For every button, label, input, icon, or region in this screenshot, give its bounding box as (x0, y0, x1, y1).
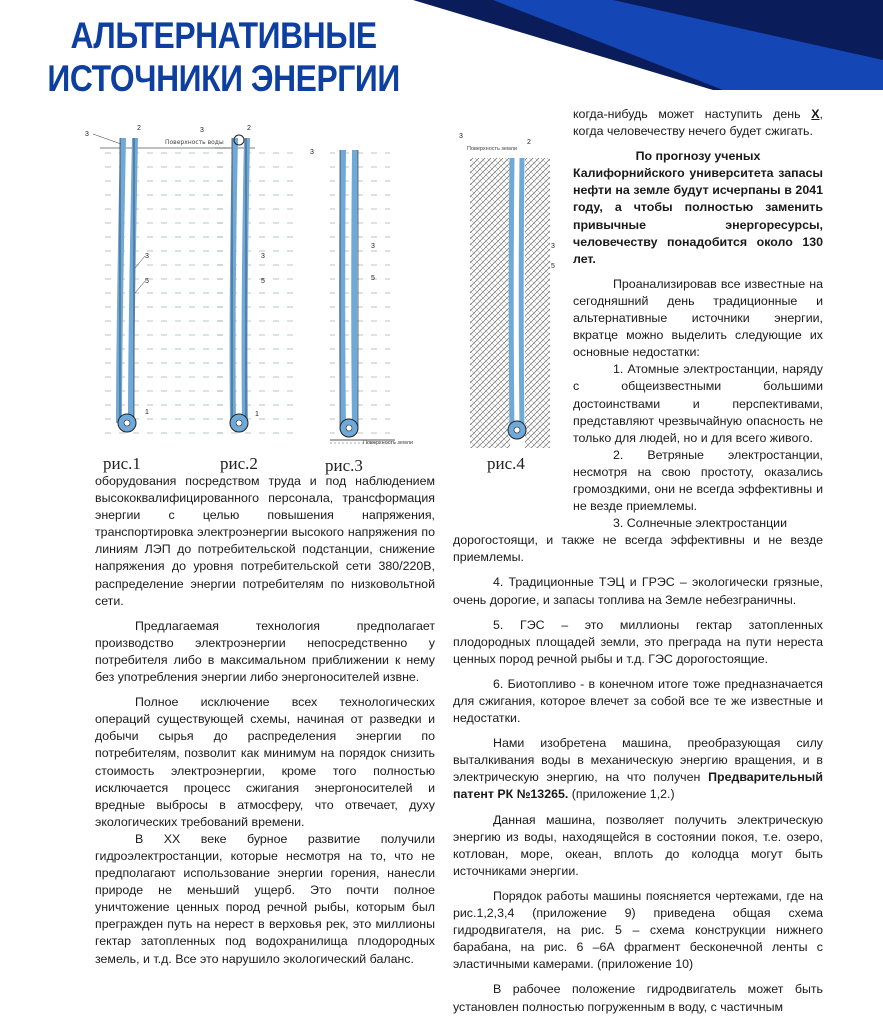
patent-text: Предварительный патент РК №13265. (453, 770, 823, 802)
figure-1 (85, 125, 230, 440)
fig2-num-3b: 3 (261, 253, 265, 260)
fig4-num-2: 2 (527, 139, 531, 146)
caption-fig2: рис.2 (220, 454, 258, 473)
fig3-num-5: 5 (371, 275, 375, 282)
fig4-num-3b: 3 (551, 243, 555, 250)
right-column (453, 106, 823, 1016)
working-position-paragraph: В рабочее положение гидродвигатель может быть установлен полностью погруженным в воду, с частичным (453, 982, 823, 1014)
figure-3 (310, 149, 413, 446)
ground-label-3: Поверхность земли (363, 440, 414, 446)
patent-appendix: (приложение 1,2.) (568, 787, 675, 802)
day-x-letter: Х (811, 107, 820, 121)
fig4-num-5: 5 (551, 263, 555, 270)
forecast-lead-text: По прогнозу ученых (635, 149, 761, 164)
day-x-text-b: , когда человечеству нечего будет сжигать. (573, 107, 823, 139)
fig1-num-3b: 3 (145, 253, 149, 260)
drawback-3b: дорогостоящи, и также не всегда эффективны и не везде приемлемы. (453, 533, 823, 565)
drawback-4: 4. Традиционные ТЭЦ и ГРЭС – экологически грязные, очень дорогие, и запасы топлива на Земле небезграничны. (453, 575, 823, 607)
day-x-text-a: когда-нибудь может наступить день (573, 107, 801, 121)
corner-decoration (413, 0, 883, 90)
fig1-num-1: 1 (145, 409, 149, 416)
fig3-num-3b: 3 (371, 243, 375, 250)
invention-paragraph (453, 735, 823, 803)
right-paragraph-0 (573, 106, 823, 140)
fig4-num-3: 3 (459, 133, 463, 140)
left-column (95, 473, 435, 968)
operation-paragraph: Порядок работы машины поясняется чертежами, где на рис.1,2,3,4 (приложение 9) приведена общая схема гидродвигателя, на рис. 5 – схема конструкции нижнего барабана, на рис. 6 –6А фрагмент бесконечной ленты с эластичными камерами. (приложение 10) (453, 888, 823, 972)
title-line-1: АЛЬТЕРНАТИВНЫЕ (70, 15, 377, 56)
forecast-paragraph (573, 165, 823, 268)
fig1-num-5: 5 (145, 278, 149, 285)
fig1-num-2: 2 (137, 125, 141, 132)
drawback-1: 1. Атомные электростанции, наряду с общеизвестными большими достоинствами и перспективами, представляют чрезвычайную опасность не только для людей, но и для всего живого. (573, 362, 823, 445)
drawback-3a: 3. Солнечные электростанции (613, 516, 788, 531)
fig2-num-3: 3 (200, 127, 204, 134)
drawback-5: 5. ГЭС – это миллионы гектар затопленных плодородных площадей земли, это преграда на пути нереста ценных пород речной рыбы и т.д. ГЭС дорогостоящие. (453, 617, 823, 666)
caption-fig1: рис.1 (103, 454, 141, 473)
left-paragraph-2: Предлагаемая технология предполагает производство электроэнергии непосредственно у потребителя либо в максимальном приближении к нему без употребления энергии либо энергоносителей извне. (95, 618, 435, 685)
caption-fig3: рис.3 (325, 456, 363, 475)
drawback-6: 6. Биотопливо - в конечном итоге тоже предназначается для сжигания, которое влечет за собой все те же известные и недостатки. (453, 676, 823, 726)
right-narrow-block (573, 106, 823, 532)
fig3-num-3: 3 (310, 149, 314, 156)
fig2-num-5: 5 (261, 278, 265, 285)
title-line-2: ИСТОЧНИКИ ЭНЕРГИИ (47, 58, 400, 99)
fig2-num-1: 1 (255, 411, 259, 418)
caption-fig4: рис.4 (487, 454, 525, 473)
left-paragraph-3: Полное исключение всех технологических операций существующей схемы, начиная от разведки и добычи сырья до распределения энергии по потребителям, позволит как минимум на порядок снизить стоимость электроэнергии, кроме того полностью исключается процесс сжигания энергоносителей и вредные выбросы в атмосферу, что отвечает, духу экологических требований времени. (95, 695, 435, 829)
forecast-text: Калифорнийского университета запасы нефти на земле будут исчерпаны в 2041 году, а чтобы полностью заменить привычные энергоресурсы, человечеству понадобится около 130 лет. (573, 166, 823, 266)
analysis-paragraph: Проанализировав все известные на сегодняшний день традиционные и альтернативные источники энергии, вкратце можно выделить следующие их основные недостатки: (573, 276, 823, 360)
forecast-lead (573, 148, 823, 165)
invention-text: Нами изобретена машина, преобразующая силу выталкивания воды в механическую энергию вращения, и в электрическую энергию, на что получен (453, 736, 823, 785)
drawback-2: 2. Ветряные электростанции, несмотря на свою простоту, оказались громоздкими, они не всегда эффективны и не везде приемлемы. (573, 447, 823, 514)
fig2-num-2: 2 (247, 125, 251, 132)
page-title (0, 14, 447, 100)
left-paragraph-4: В XX веке бурное развитие получили гидроэлектростанции, которые несмотря на то, что не предполагают использование энергии горения, нанесли природе не меньший ущерб. Это почти полное уничтожение ценных пород речной рыбы, которым был прегражден путь на нерест в верховья рек, это миллионы гектар затопленных под водохранилища плодородных земель, и т.д. Все это нарушило экологический баланс. (95, 831, 435, 966)
fig1-num-3: 3 (85, 131, 89, 138)
fig4-label: Поверхность земли (467, 146, 518, 152)
machine-paragraph: Данная машина, позволяет получить электрическую энергию из воды, находящейся в состоянии покоя, т.е. озеро, котлован, море, океан, вплоть до колодца могут быть источниками энергии. (453, 812, 823, 878)
left-paragraph-1: оборудования посредством труда и под наблюдением высококвалифицированного персонала, трансформация энергии с целью повышения напряжения, транспортировка электроэнергии высокого напряжения по линиям ЛЭП до потребительской подстанции, снижение напряжения до уровня потребительской сети 380/220В, распределение энергии потребителям по низковольтной сети. (95, 474, 435, 608)
surface-label-1: Поверхность воды (165, 139, 224, 146)
